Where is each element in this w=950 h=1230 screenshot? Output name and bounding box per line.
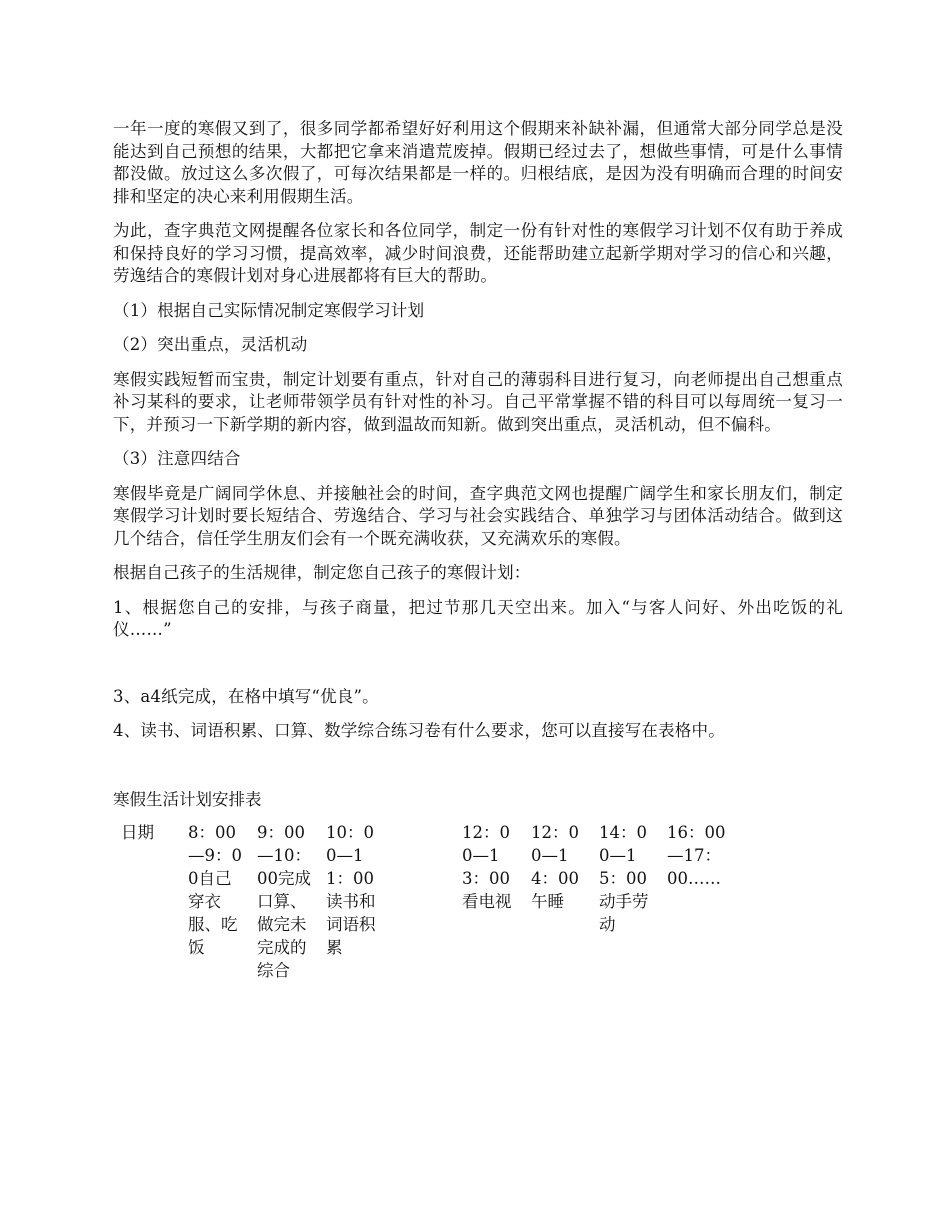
plan-intro-paragraph: 根据自己孩子的生活规律，制定您自己孩子的寒假计划：	[113, 563, 531, 582]
point-2-paragraph: 寒假实践短暂而宝贵，制定计划要有重点，针对自己的薄弱科目进行复习，向老师提出自己想重点补习某科的要求，让老师带领学员有针对性的补习。自己平常掌握不错的科目可以每周统一复习一下，并预习一下新学期的新内容，做到温故而知新。做到突出重点，灵活机动，但不偏科。	[113, 369, 843, 434]
schedule-cell-0800: 8：00—9：00自己穿衣服、吃饭	[188, 823, 242, 957]
plan-item-1: 1、根据您自己的安排，与孩子商量，把过节那几天空出来。加入“与客人问好、外出吃饭的礼仪……”	[113, 597, 843, 639]
schedule-cell-0900: 9：00—10：00完成口算、做完未完成的综合	[257, 823, 311, 980]
document-body	[113, 118, 843, 1061]
intro-paragraph: 一年一度的寒假又到了，很多同学都希望好好利用这个假期来补缺补漏，但通常大部分同学总是没能达到自己预想的结果，大都把它拿来消遣荒废掉。假期已经过去了，想做些事情，可是什么事情都没做。放过这么多次假了，可每次结果都是一样的。归根结底，是因为没有明确而合理的时间安排和坚定的决心来利用假期生活。	[113, 119, 843, 206]
point-3-heading: （3）注意四结合	[113, 449, 241, 468]
spacer	[113, 755, 843, 789]
schedule-cell-1400: 14：00—15：00动手劳动	[599, 823, 649, 934]
schedule-table	[113, 821, 843, 1061]
schedule-table-title: 寒假生活计划安排表	[113, 789, 262, 809]
purpose-paragraph: 为此，查字典范文网提醒各位家长和各位同学，制定一份有针对性的寒假学习计划不仅有助于养成和保持良好的学习习惯，提高效率，减少时间浪费，还能帮助建立起新学期对学习的信心和兴趣，劳逸结合的寒假计划对身心进展都将有巨大的帮助。	[113, 221, 843, 285]
plan-item-3: 3、a4纸完成，在格中填写“优良”。	[113, 686, 379, 706]
spacer	[113, 654, 843, 686]
schedule-cell-1000: 10：00—11：00读书和词语积累	[326, 823, 376, 957]
schedule-cell-1200-tv: 12：00—13：00看电视	[462, 823, 512, 911]
point-2-heading: （2）突出重点，灵活机动	[113, 335, 308, 354]
schedule-cell-date: 日期	[121, 823, 154, 842]
schedule-cell-1600: 16：00—17：00……	[667, 823, 726, 888]
plan-item-4: 4、读书、词语积累、口算、数学综合练习卷有什么要求，您可以直接写在表格中。	[113, 721, 725, 740]
schedule-cell-1200-nap: 12：00—14：00午睡	[531, 823, 579, 911]
point-3-paragraph: 寒假毕竟是广阔同学休息、并接触社会的时间，查字典范文网也提醒广阔学生和家长朋友们，制定寒假学习计划时要长短结合、劳逸结合、学习与社会实践结合、单独学习与团体活动结合。做到这几个结合，信任学生朋友们会有一个既充满收获，又充满欢乐的寒假。	[113, 483, 843, 548]
point-1-heading: （1）根据自己实际情况制定寒假学习计划	[113, 300, 425, 320]
